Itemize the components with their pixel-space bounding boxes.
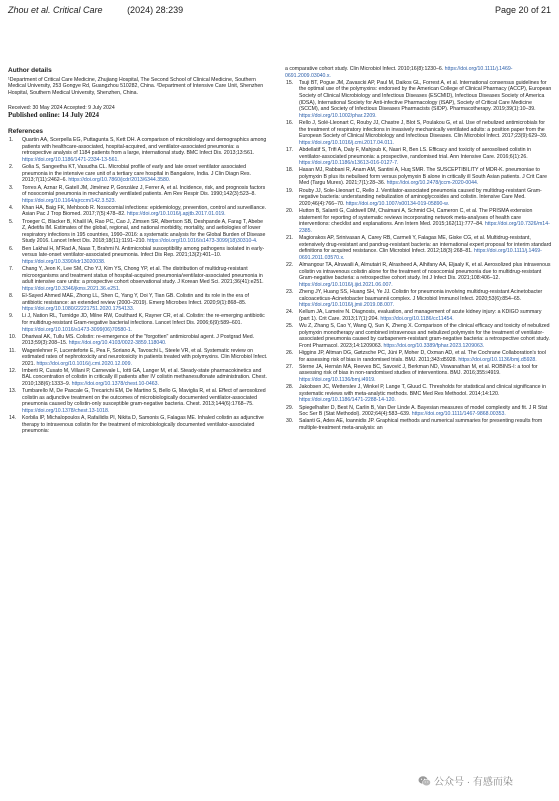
- reference-number: 1.: [9, 137, 14, 144]
- reference-item: [285, 418, 552, 431]
- reference-doi-link[interactable]: https://doi.org/10.1016/j.ijid.2021.06.007.: [299, 281, 393, 288]
- reference-text: Rouby JJ, Sole-Lleonart C, Rello J. Ventilator-associated pneumonia caused by multidrug-resistant Gram-negative bacteria: understanding nebulization of aminoglycosides and colistin. Intensive Care Med. 2020;46(4):766–70.: [299, 187, 542, 207]
- reference-doi-link[interactable]: https://doi.org/10.1111/j.1469-0691.2011.03570.x.: [299, 248, 542, 261]
- reference-item: [285, 309, 552, 322]
- reference-item: [8, 368, 268, 388]
- reference-text: Golia S, Sangeetha KT, Vasudha CL. Microbial profile of early and late onset ventilator associated pneumonia in the intensive care unit of a tertiary care hospital in Bangalore, India. J Clin Diagn Res. 2013;7(11):2462–6.: [22, 164, 251, 184]
- reference-item: [285, 147, 552, 167]
- reference-number: 9.: [9, 313, 14, 320]
- reference-doi-link[interactable]: https://doi.org/10.1002/phar.2209.: [299, 112, 377, 119]
- reference-number: 27.: [286, 363, 294, 370]
- reference-text: Chang Y, Jeon K, Lee SM, Cho YJ, Kim YS, Chong YP, et al. The distribution of multidrug-resistant microorganisms and treatment status of hospital-acquired pneumonia/ventilator-associated pneumonia in adult intensive care units: a prospective cohort observational study. J Korean Med Sci. 2021;36(41):e251.: [22, 266, 264, 286]
- reference-item: [8, 415, 268, 435]
- reference-doi-link[interactable]: https://doi.org/10.3346/jkms.2021.36.e251.: [22, 285, 121, 292]
- reference-doi-link[interactable]: https://doi.org/10.1378/chest.13-1018.: [22, 408, 110, 415]
- reference-text: Higgins JP, Altman DG, Gøtzsche PC, Jüni P, Moher D, Oxman AD, et al. The Cochrane Collaboration's tool for assessing risk of bias in randomised trials. BMJ. 2011;343:d5928.: [299, 350, 546, 363]
- reference-doi-link[interactable]: https://doi.org/10.1136/bmj.d5928.: [458, 356, 537, 363]
- reference-doi-link[interactable]: https://doi.org/10.3389/fphar.2023.1209063.: [383, 342, 485, 349]
- reference-number: 30.: [286, 418, 294, 425]
- reference-doi-link[interactable]: https://doi.org/10.1016/j.cmi.2017.04.011.: [299, 139, 395, 146]
- reference-number: 22.: [286, 261, 294, 268]
- reference-number: 4.: [9, 204, 14, 211]
- reference-item: [8, 334, 268, 347]
- reference-text: Abdellatif S, Trifi A, Daly F, Mahjoub K, Nasri R, Ben LS. Efficacy and toxicity of aerosolised colistin in ventilator-associated pneumonia: a prospective, randomised trial. Ann Intensive Care. 2016;6(1):26.: [299, 146, 532, 160]
- reference-item: [8, 219, 268, 245]
- reference-item: [8, 137, 268, 163]
- reference-number: 3.: [9, 184, 14, 191]
- reference-number: 10.: [9, 333, 17, 340]
- reference-item: [285, 323, 552, 349]
- reference-item: [285, 405, 552, 418]
- reference-doi-link[interactable]: https://doi.org/10.1378/chest.10-0463.: [71, 381, 160, 388]
- reference-doi-link[interactable]: https://doi.org/10.7326/m14-2385.: [299, 221, 550, 234]
- reference-item: [285, 188, 552, 208]
- page-header: [8, 5, 551, 19]
- reference-continuation-text: a comparative cohort study. Clin Microbiol Infect. 2010;16(8):1230–6.: [285, 66, 444, 72]
- reference-item: [285, 208, 552, 234]
- left-column: [8, 68, 268, 436]
- reference-item: [8, 313, 268, 333]
- reference-item: [8, 266, 268, 292]
- reference-number: 26.: [286, 350, 294, 357]
- reference-continuation: [285, 66, 552, 79]
- reference-doi-link[interactable]: https://doi.org/10.1016/j.cmi.2020.12.009.: [36, 360, 132, 367]
- reference-text: Rello J, Solé-Lleonart C, Rouby JJ, Chastre J, Blot S, Poulakou G, et al. Use of nebulized antimicrobials for the treatment of respiratory infections in invasively mechanically ventilated adults: a position paper from the European Society of Clinical Microbiology and Infectious Diseases. Clin Microbiol Infect. 2017;23(9):629–39.: [299, 119, 548, 140]
- reference-number: 25.: [286, 323, 294, 330]
- header-left: [8, 5, 183, 15]
- reference-text: Torres A, Aznar R, Gatell JM, Jiménez P, González J, Ferrer A, et al. Incidence, risk, and prognosis factors of nosocomial pneumonia in mechanically ventilated patients. Am Rev Respir Dis. 1990;142(3):523–8.: [22, 184, 266, 198]
- reference-list-left: [8, 137, 268, 435]
- reference-item: [8, 388, 268, 414]
- reference-number: 6.: [9, 245, 14, 252]
- reference-doi-link[interactable]: https://doi.org/10.1016/j.apjtb.2017.01.019.: [126, 211, 226, 218]
- reference-doi-link[interactable]: https://doi.org/10.1186/s13613-016-0127-7.: [299, 160, 399, 167]
- reference-text: Wagenlehner F, Lucenteforte E, Pea F, Soriano A, Tavoschi L, Steele VR, et al. Systematic review on estimated rates of nephrotoxicity and neurotoxicity in patients treated with polymyxins. Clin Microbiol Infect. 2021.: [22, 347, 268, 367]
- reference-number: 24.: [286, 309, 294, 316]
- reference-item: [285, 120, 552, 146]
- reference-item: [285, 167, 552, 187]
- reference-number: 20.: [286, 208, 294, 215]
- reference-number: 17.: [286, 146, 294, 153]
- reference-item: [8, 348, 268, 368]
- reference-number: 21.: [286, 235, 294, 241]
- reference-text: Spiegelhalter D, Best N, Carlin B, Van Der Linde A. Bayesian measures of model complexity and fit. J R Stat Soc Ser B (Stat Methodol). 2002;64(4):583–639.: [299, 404, 548, 418]
- reference-doi-link[interactable]: https://doi.org/10.1186/cc11454.: [380, 315, 454, 322]
- reference-text: Jakobsen JC, Wetterslev J, Winkel P, Lange T, Gluud C. Thresholds for statistical and clinical significance in systematic reviews with meta-analytic methods. BMC Med Res Methodol. 2014;14:120.: [299, 384, 547, 397]
- reference-text: Kellum JA, Lameire N. Diagnosis, evaluation, and management of acute kidney injury: a KDIGO summary (part 1). Crit Care. 2013;17(1):204.: [299, 309, 542, 322]
- reference-number: 16.: [286, 119, 294, 126]
- reference-text: Salanti G, Ades AE, Ioannidis JP. Graphical methods and numerical summaries for presenting results from multiple-treatment meta-analysis: an: [299, 418, 543, 431]
- reference-text: Khan HA, Baig FK, Mehboob R. Nosocomial infections: epidemiology, prevention, control and surveillance. Asian Pac J Trop Biomed. 2017;7(5):478–82.: [22, 204, 267, 218]
- reference-doi-link[interactable]: https://doi.org/10.1016/j.jmii.2019.08.007.: [299, 302, 395, 309]
- reference-item: [285, 80, 552, 120]
- reference-text: Tumbarello M, De Pascale G, Trecarichi EM, De Martino S, Bello G, Maviglia R, et al. Effect of aerosolized colistin as adjunctive treatment on the outcomes of microbiologically documented ventilator-associated pneumonia caused by colistin-only susceptible gram-negative bacteria. Chest. 2013;144(6):1768–75.: [22, 388, 266, 408]
- watermark-text: 公众号 · 有感而染: [434, 777, 513, 788]
- reference-item: [8, 205, 268, 218]
- reference-doi-link[interactable]: https://doi.org/10.1186/1471-2334-13-561.: [22, 156, 119, 163]
- reference-text: Korbila IP, Michalopoulos A, Rafailidis PI, Nikita D, Samonis G, Falagas ME. Inhaled colistin as adjunctive therapy to intravenous colistin for the treatment of microbiologically documented ventilator-associated pneumonia:: [22, 415, 264, 435]
- reference-text: Sterne JA, Hernán MA, Reeves BC, Savović J, Berkman ND, Viswanathan M, et al. ROBINS-I: a tool for assessing risk of bias in non-randomised studies of interventions. BMJ. 2016;355:i4919.: [299, 363, 538, 377]
- reference-doi-link[interactable]: https://doi.org/10.1007/s00134-019-05890-w.: [345, 200, 449, 207]
- watermark: [418, 773, 513, 788]
- reference-doi-link[interactable]: https://doi.org/10.2478/jccm-2020-0044.: [386, 180, 479, 187]
- reference-doi-link[interactable]: https://doi.org/10.1080/22221751.2020.1754133.: [22, 306, 135, 313]
- reference-text: Hutton B, Salanti G, Caldwell DM, Chaimani A, Schmid CH, Cameron C, et al. The PRISMA extension statement for reporting of systematic reviews incorporating network meta-analyses of health care interventions: checklist and explanations. Ann Intern Med. 2015;162(11):777–84.: [299, 208, 533, 228]
- reference-number: 11.: [9, 347, 16, 354]
- reference-item: [285, 262, 552, 288]
- wechat-icon: [418, 775, 431, 787]
- reference-item: [285, 350, 552, 363]
- author-affiliations: ¹Department of Critical Care Medicine, Zhujiang Hospital, The Second School of Clinical Medicine, Southern Medical University, 253 Gongye Rd, Guangzhou 510282, China. ²Department of Intensive Care Unit, Shenzhen Hospital, Southern Medical University, Shenzhen, China.: [8, 76, 264, 96]
- reference-text: Wu Z, Zhang S, Cao Y, Wang Q, Sun K, Zheng X. Comparison of the clinical efficacy and toxicity of nebulized polymyxin monotherapy and combined intravenous and nebulized polymyxin for the treatment of ventilator-associated pneumonia caused by carbapenem-resistant gram-negative bacteria: a retrospective cohort study. Front Pharmacol. 2023;14:1209063.: [299, 323, 550, 349]
- reference-number: 14.: [9, 415, 17, 422]
- reference-number: 12.: [9, 367, 17, 374]
- reference-number: 28.: [286, 384, 294, 391]
- author-details-heading: Author details: [8, 67, 52, 74]
- journal-name: Zhou et al. Critical Care: [8, 5, 103, 15]
- reference-number: 5.: [9, 218, 14, 225]
- references-heading: References: [8, 127, 44, 135]
- reference-text: Quartin AA, Scerpella EG, Puttagunta S, Kett DH. A comparison of microbiology and demographics among patients with healthcare-associated, hospital-acquired, and ventilator-associated pneumonia: a retrospective analysis of 1184 patients from a large, international study. BMC Infect Dis. 2013;13:561.: [22, 137, 267, 157]
- reference-text: Hasan MJ, Rabbani R, Anam AM, Santini A, Huq SMR. The SUSCEPTIBILITY of MDR-K. pneumoniae to polymyxin B plus its nebulised form versus polymyxin B alone in critically ill South Asian patients. J Crit Care Med (Targu Mures). 2021;7(1):28–36.: [299, 167, 547, 187]
- reference-text: Li J, Nation RL, Turnidge JD, Milne RW, Coulthard K, Rayner CR, et al. Colistin: the re-emerging antibiotic for multidrug-resistant Gram-negative bacterial infections. Lancet Infect Dis. 2006;6(9):589–601.: [22, 313, 265, 326]
- reference-doi-link[interactable]: https://doi.org/10.1164/ajrccm/142.3.523.: [22, 197, 116, 204]
- reference-item: [285, 235, 552, 261]
- reference-doi-link[interactable]: https://doi.org/10.7860/jcdr/2013/6344.3580.: [68, 177, 171, 184]
- reference-list-right: [285, 80, 552, 432]
- reference-doi-link[interactable]: https://doi.org/10.4103/0022-3859.118040.: [68, 340, 167, 347]
- reference-number: 23.: [286, 288, 294, 295]
- reference-number: 15.: [286, 79, 294, 86]
- reference-item: [8, 293, 268, 313]
- published-online-date: Published online: 14 July 2024: [8, 110, 100, 119]
- reference-doi-link[interactable]: https://doi.org/10.1136/bmj.i4919.: [299, 377, 376, 384]
- reference-doi-link[interactable]: https://doi.org/10.1186/1471-2288-14-120.: [299, 397, 396, 404]
- journal-year-volume: (2024) 28:239: [127, 5, 184, 15]
- reference-item: [285, 289, 552, 309]
- reference-doi-link[interactable]: https://doi.org/10.1016/s1473-3099(06)70580-1.: [22, 326, 133, 333]
- reference-number: 18.: [286, 167, 294, 174]
- page-number: Page 20 of 21: [494, 5, 551, 15]
- reference-text: Dhariwal AK, Tullu MS. Colistin: re-emergence of the "forgotten" antimicrobial agent. J Postgrad Med. 2013;59(3):208–15.: [22, 333, 255, 347]
- right-column: [285, 66, 552, 432]
- reference-number: 2.: [9, 164, 14, 171]
- reference-number: 29.: [286, 404, 294, 411]
- reference-number: 8.: [9, 292, 14, 299]
- reference-doi-link[interactable]: https://doi.org/10.3390/idr13020038.: [22, 258, 106, 265]
- reference-text: Tsuji BT, Pogue JM, Zavascki AP, Paul M, Daikos GL, Forrest A, et al. International consensus guidelines for the optimal use of the polymyxins: endorsed by the American College of Clinical Pharmacy (ACCP), European Society of Clinical Microbiology and Infectious Diseases (ESCMID), Infectious Diseases Society of America (IDSA), International Society for Anti-infective Pharmacology (ISAP), Society of Critical Care Medicine (SCCM), and Society of Infectious Diseases Pharmacists (SIDP). Pharmacotherapy. 2019;39(1):10–39.: [299, 79, 552, 113]
- reference-number: 13.: [9, 388, 17, 395]
- reference-doi-link[interactable]: https://doi.org/10.1111/1467-9868.00353.: [411, 411, 506, 418]
- reference-text: El-Sayed Ahmed MAE, Zhong LL, Shen C, Yang Y, Doi Y, Tian GB. Colistin and its role in the era of antibiotic resistance: an extended review (2000–2019). Emerg Microbes Infect. 2020;9(1):868–85.: [22, 292, 249, 306]
- received-accepted-dates: Received: 30 May 2024 Accepted: 9 July 2024: [8, 105, 115, 112]
- reference-continuation-doi[interactable]: https://doi.org/10.1111/j.1469-0691.2009.03040.x.: [285, 66, 513, 79]
- reference-text: Zheng JY, Huang SS, Huang SH, Ye JJ. Colistin for pneumonia involving multidrug-resistant Acinetobacter calcoaceticus-Acinetobacter baumannii complex. J Microbiol Immunol Infect. 2020;53(6):854–65.: [299, 288, 543, 302]
- reference-text: Troeger C, Blacker B, Khalil IA, Rao PC, Cao J, Zimsen SR, Albertson SB, Deshpande A, Farag T, Abebe Z, Adetifa IM. Estimates of the global, regional, and national morbidity, mortality, and aetiologies of lower respiratory infections in 195 countries, 1990–2016: a systematic analysis for the Global Burden of Disease Study 2016. Lancet Infect Dis. 2018;18(11):1191–210.: [22, 218, 266, 245]
- reference-doi-link[interactable]: https://doi.org/10.1016/s1473-3099(18)30310-4.: [147, 238, 258, 245]
- reference-text: Almangour TA, Alruwaili A, Almutairi R, Alrasheed A, Alhifany AA, Eljaaly K, et al. Aerosolized plus intravenous colistin vs intravenous colistin alone for the treatment of nosocomial pneumonia due to multidrug-resistant Gram-negative bacteria: a retrospective cohort study. Int J Infect Dis. 2021;108:406–12.: [299, 261, 551, 282]
- reference-text: Magiorakos AP, Srinivasan A, Carey RB, Carmeli Y, Falagas ME, Giske CG, et al. Multidrug-resistant, extensively drug-resistant and pandrug-resistant bacteria: an international expert proposal for interim standard definitions for acquired resistance. Clin Microbiol Infect. 2012;18(3):268–81.: [299, 235, 552, 255]
- reference-item: [285, 364, 552, 384]
- reference-number: 7.: [9, 266, 14, 272]
- reference-item: [285, 384, 552, 404]
- reference-text: Ben Lakhal H, M'Rad A, Naas T, Brahmi N. Antimicrobial susceptibility among pathogens isolated in early- versus late-onset ventilator-associated pneumonia. Infect Dis Rep. 2021;13(2):401–10.: [22, 245, 265, 259]
- reference-number: 19.: [286, 187, 294, 194]
- reference-item: [8, 185, 268, 205]
- reference-item: [8, 246, 268, 266]
- reference-text: Imberti R, Cusato M, Villani P, Carnevale L, Iotti GA, Langer M, et al. Steady-state pharmacokinetics and BAL concentration of colistin in critically ill patients after IV colistin methanesulfonate administration. Chest. 2010;138(6):1333–9.: [22, 367, 267, 388]
- reference-item: [8, 164, 268, 184]
